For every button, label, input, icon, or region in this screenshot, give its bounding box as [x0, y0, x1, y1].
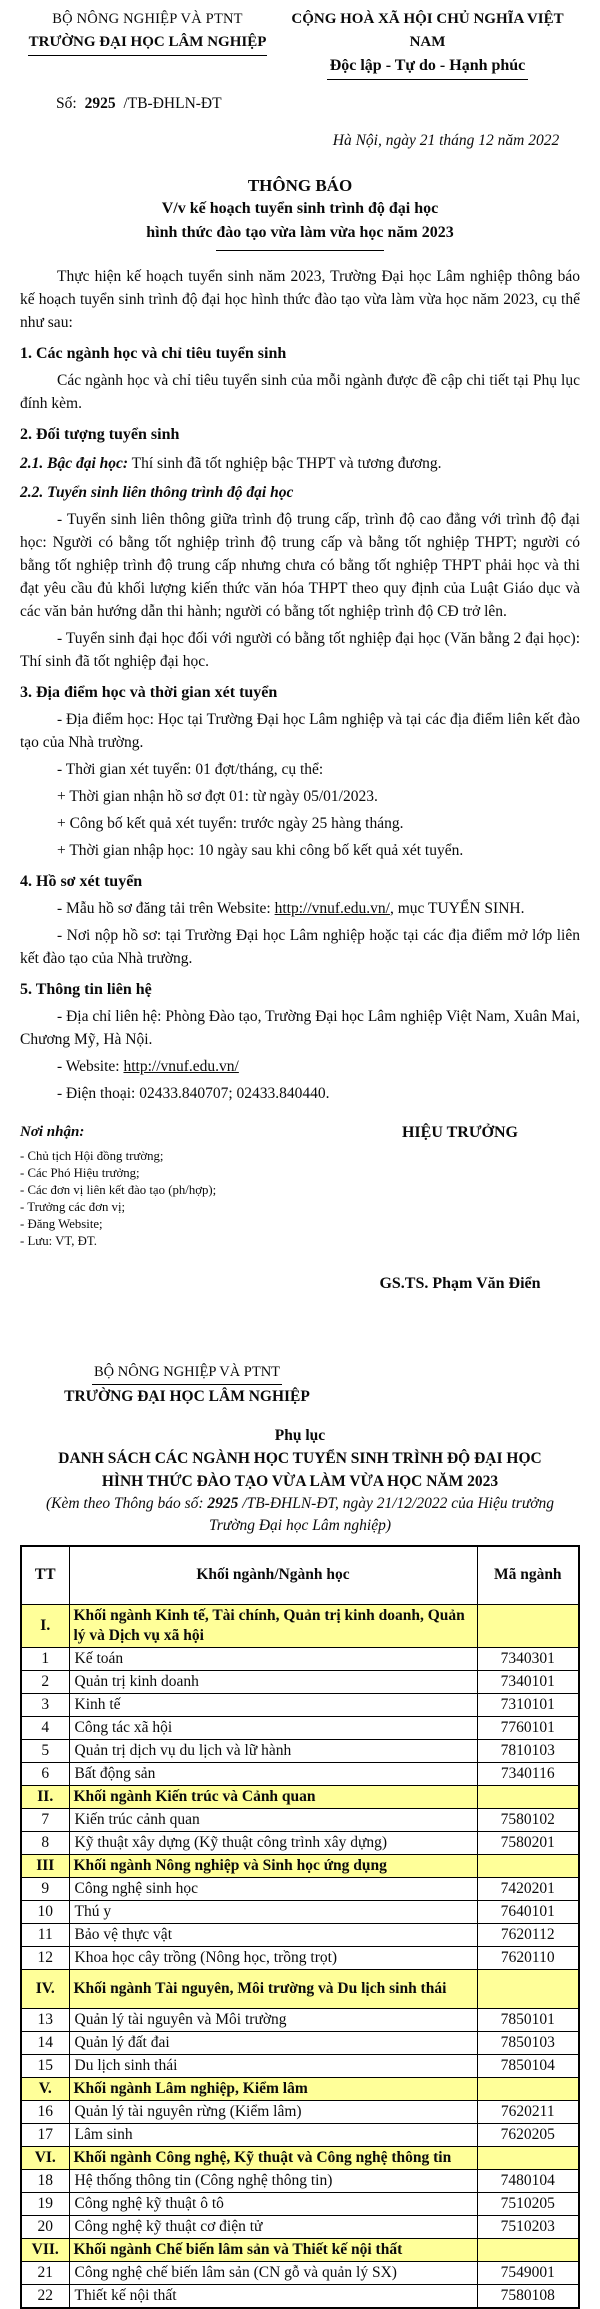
- appendix-subtitle: [20, 1493, 580, 1515]
- table-row: [21, 1808, 579, 1831]
- appendix-subtitle-number: 2925: [207, 1495, 239, 1512]
- cell-tt: 1: [21, 1647, 69, 1670]
- cell-code: 7620211: [477, 2100, 579, 2123]
- cell-name: Công nghệ kỹ thuật cơ điện tử: [69, 2215, 477, 2238]
- section-4-item-1: [20, 897, 580, 920]
- section-2-2-paragraph-1: - Tuyển sinh liên thông giữa trình độ trung cấp, trình độ cao đẳng với trình độ đại học: Người có bằng tốt nghiệp trình độ trung cấp và bằng tốt nghiệp THPT; người có bằng tốt nghiệp trình độ trung cấp nhưng chưa có bằng tốt nghiệp THPT phải học và thi đạt yêu cầu đủ khối lượng kiến thức văn hóa THPT theo quy định của Luật Giáo dục và các văn bản hướng dẫn thi hành; người có bằng tốt nghiệp trình độ CĐ trở lên.: [20, 511, 580, 620]
- table-row: [21, 2215, 579, 2238]
- cell-code: [477, 1785, 579, 1808]
- cell-tt: 17: [21, 2123, 69, 2146]
- cell-code: [477, 2077, 579, 2100]
- column-header-code: Mã ngành: [477, 1546, 579, 1604]
- cell-tt: 14: [21, 2031, 69, 2054]
- recipient-item: - Lưu: VT, ĐT.: [20, 1234, 97, 1248]
- cell-name: Kỹ thuật xây dựng (Kỹ thuật công trình xây dựng): [69, 1831, 477, 1854]
- section-3-item-4: + Công bố kết quả xét tuyển: trước ngày 25 hàng tháng.: [57, 815, 404, 832]
- cell-name: Thú y: [69, 1900, 477, 1923]
- signer-name: GS.TS. Phạm Văn Điển: [379, 1275, 541, 1292]
- section-5-heading: 5. Thông tin liên hệ: [20, 981, 152, 998]
- cell-name: Thiết kế nội thất: [69, 2284, 477, 2308]
- section-2-2-paragraph-2: - Tuyển sinh đại học đối với người có bằng tốt nghiệp đại học (Văn bằng 2 đại học): Thí sinh đã tốt nghiệp đại học.: [20, 630, 580, 670]
- cell-code: 7580102: [477, 1808, 579, 1831]
- table-row: [21, 1946, 579, 1969]
- cell-code: 7850101: [477, 2008, 579, 2031]
- cell-tt: 15: [21, 2054, 69, 2077]
- cell-tt: 11: [21, 1923, 69, 1946]
- section-5-item-2: [20, 1055, 580, 1078]
- cell-name: Khối ngành Chế biến lâm sản và Thiết kế nội thất: [69, 2238, 477, 2261]
- recipient-item: - Các đơn vị liên kết đào tạo (ph/hợp);: [20, 1183, 217, 1197]
- column-header-major: Khối ngành/Ngành học: [69, 1546, 477, 1604]
- table-row: [21, 1877, 579, 1900]
- table-row: [21, 1716, 579, 1739]
- recipients-block: [20, 1121, 340, 1295]
- recipients-label: Nơi nhận:: [20, 1124, 85, 1140]
- appendix-subtitle-post: /TB-ĐHLN-ĐT, ngày 21/12/2022 của Hiệu trưởng: [238, 1495, 555, 1512]
- cell-name: Bảo vệ thực vật: [69, 1923, 477, 1946]
- cell-code: 7580201: [477, 1831, 579, 1854]
- table-section-row: [21, 2146, 579, 2169]
- cell-tt: 8: [21, 1831, 69, 1854]
- section-3-item-2: - Thời gian xét tuyển: 01 đợt/tháng, cụ thể:: [57, 761, 324, 778]
- cell-name: Lâm sinh: [69, 2123, 477, 2146]
- cell-tt: IV.: [21, 1969, 69, 2008]
- doc-number-suffix: /TB-ĐHLN-ĐT: [123, 95, 222, 112]
- cell-tt: 7: [21, 1808, 69, 1831]
- table-row: [21, 2100, 579, 2123]
- cell-name: Khối ngành Công nghệ, Kỹ thuật và Công nghệ thông tin: [69, 2146, 477, 2169]
- table-row: [21, 1693, 579, 1716]
- cell-tt: 10: [21, 1900, 69, 1923]
- cell-name: Quản lý tài nguyên và Môi trường: [69, 2008, 477, 2031]
- section-3-heading: 3. Địa điểm học và thời gian xét tuyển: [20, 684, 278, 701]
- cell-code: [477, 1854, 579, 1877]
- cell-tt: 18: [21, 2169, 69, 2192]
- cell-name: Bất động sản: [69, 1762, 477, 1785]
- table-section-row: [21, 2077, 579, 2100]
- table-section-row: [21, 1969, 579, 2008]
- section-4-item-1-text: - Mẫu hồ sơ đăng tải trên Website:: [57, 900, 275, 917]
- cell-name: Công nghệ kỹ thuật ô tô: [69, 2192, 477, 2215]
- cell-name: Khối ngành Kiến trúc và Cảnh quan: [69, 1785, 477, 1808]
- table-header-row: [21, 1546, 579, 1604]
- doc-number-value: 2925: [84, 95, 116, 112]
- table-row: [21, 2169, 579, 2192]
- cell-tt: 12: [21, 1946, 69, 1969]
- cell-tt: 6: [21, 1762, 69, 1785]
- section-3-item-3: + Thời gian nhận hồ sơ đợt 01: từ ngày 05/01/2023.: [57, 788, 378, 805]
- table-section-row: [21, 2238, 579, 2261]
- section-1-heading: 1. Các ngành học và chỉ tiêu tuyển sinh: [20, 345, 287, 362]
- cell-name: Khoa học cây trồng (Nông học, trồng trọt): [69, 1946, 477, 1969]
- appendix-title-line-2: HÌNH THỨC ĐÀO TẠO VỪA LÀM VỪA HỌC NĂM 2023: [101, 1473, 499, 1490]
- date-place-line: Hà Nội, ngày 21 tháng 12 năm 2022: [332, 132, 560, 149]
- table-row: [21, 1670, 579, 1693]
- section-2-1-label: 2.1. Bậc đại học:: [20, 455, 129, 472]
- majors-table: [20, 1545, 580, 2309]
- cell-name: Quản trị kinh doanh: [69, 1670, 477, 1693]
- section-2-1-text: Thí sinh đã tốt nghiệp bậc THPT và tương đương.: [128, 455, 442, 472]
- cell-tt: 2: [21, 1670, 69, 1693]
- issuing-org-block: [20, 8, 275, 80]
- national-title: CỘNG HOÀ XÃ HỘI CHỦ NGHĨA VIỆT NAM: [291, 11, 564, 50]
- section-1-paragraph: Các ngành học và chỉ tiêu tuyển sinh của mỗi ngành được đề cập chi tiết tại Phụ lục đính kèm.: [20, 372, 580, 412]
- cell-code: 7620205: [477, 2123, 579, 2146]
- cell-tt: 19: [21, 2192, 69, 2215]
- cell-code: 7580108: [477, 2284, 579, 2308]
- cell-tt: 16: [21, 2100, 69, 2123]
- cell-name: Công nghệ chế biến lâm sản (CN gỗ và quản lý SX): [69, 2261, 477, 2284]
- appendix-label: Phụ lục: [274, 1427, 326, 1444]
- table-row: [21, 1647, 579, 1670]
- table-row: [21, 2031, 579, 2054]
- section-2-heading: 2. Đối tượng tuyển sinh: [20, 426, 180, 443]
- appendix-subtitle-pre: (Kèm theo Thông báo số:: [45, 1495, 208, 1512]
- cell-tt: 3: [21, 1693, 69, 1716]
- cell-name: Quản lý tài nguyên rừng (Kiểm lâm): [69, 2100, 477, 2123]
- table-row: [21, 2008, 579, 2031]
- cell-code: 7340101: [477, 1670, 579, 1693]
- cell-tt: 22: [21, 2284, 69, 2308]
- cell-name: Khối ngành Lâm nghiệp, Kiểm lâm: [69, 2077, 477, 2100]
- title-divider: [216, 250, 384, 251]
- cell-tt: 9: [21, 1877, 69, 1900]
- table-row: [21, 2192, 579, 2215]
- cell-name: Quản lý đất đai: [69, 2031, 477, 2054]
- signature-space: [340, 1144, 580, 1272]
- document-title: THÔNG BÁO: [247, 176, 353, 195]
- national-motto: Độc lập - Tự do - Hạnh phúc: [327, 54, 529, 80]
- table-section-row: [21, 1854, 579, 1877]
- website-link-2[interactable]: http://vnuf.edu.vn/: [123, 1058, 239, 1075]
- recipient-item: - Các Phó Hiệu trưởng;: [20, 1166, 140, 1180]
- table-row: [21, 2284, 579, 2308]
- table-row: [21, 1762, 579, 1785]
- cell-code: 7620110: [477, 1946, 579, 1969]
- cell-code: 7420201: [477, 1877, 579, 1900]
- cell-name: Quản trị dịch vụ du lịch và lữ hành: [69, 1739, 477, 1762]
- cell-name: Kinh tế: [69, 1693, 477, 1716]
- appendix-subtitle-line-2: Trường Đại học Lâm nghiệp): [208, 1517, 392, 1534]
- cell-tt: 20: [21, 2215, 69, 2238]
- ministry-name: BỘ NÔNG NGHIỆP VÀ PTNT: [52, 11, 243, 27]
- section-5-item-1: - Địa chỉ liên hệ: Phòng Đào tạo, Trường Đại học Lâm nghiệp Việt Nam, Xuân Mai, Chương Mỹ, Hà Nội.: [20, 1008, 580, 1048]
- appendix: [20, 1361, 580, 2309]
- table-row: [21, 2123, 579, 2146]
- cell-code: 7850104: [477, 2054, 579, 2077]
- cell-tt: II.: [21, 1785, 69, 1808]
- table-row: [21, 1739, 579, 1762]
- recipient-item: - Trưởng các đơn vị;: [20, 1200, 126, 1214]
- appendix-org-block: [42, 1361, 332, 1408]
- cell-tt: I.: [21, 1604, 69, 1647]
- section-3-item-1: - Địa điểm học: Học tại Trường Đại học Lâm nghiệp và tại các địa điểm liên kết đào tạo của Nhà trường.: [20, 711, 580, 751]
- cell-name: Hệ thống thông tin (Công nghệ thông tin): [69, 2169, 477, 2192]
- document-header: [20, 8, 580, 80]
- doc-number-prefix: Số:: [56, 95, 77, 112]
- table-row: [21, 1900, 579, 1923]
- notice-body: [20, 265, 580, 1105]
- cell-code: 7850103: [477, 2031, 579, 2054]
- cell-code: 7340116: [477, 1762, 579, 1785]
- cell-name: Khối ngành Nông nghiệp và Sinh học ứng dụng: [69, 1854, 477, 1877]
- cell-name: Kế toán: [69, 1647, 477, 1670]
- appendix-ministry-name: BỘ NÔNG NGHIỆP VÀ PTNT: [92, 1361, 282, 1385]
- cell-code: 7620112: [477, 1923, 579, 1946]
- cell-code: 7510203: [477, 2215, 579, 2238]
- cell-code: 7549001: [477, 2261, 579, 2284]
- cell-code: 7640101: [477, 1900, 579, 1923]
- appendix-title-line-1: DANH SÁCH CÁC NGÀNH HỌC TUYỂN SINH TRÌNH ĐỘ ĐẠI HỌC: [58, 1450, 542, 1467]
- document-subtitle-2: hình thức đào tạo vừa làm vừa học năm 2023: [146, 224, 454, 241]
- cell-code: [477, 1969, 579, 2008]
- section-4-item-1-tail: , mục TUYỂN SINH.: [389, 900, 525, 917]
- cell-tt: 21: [21, 2261, 69, 2284]
- cell-name: Công nghệ sinh học: [69, 1877, 477, 1900]
- table-row: [21, 2261, 579, 2284]
- cell-code: 7480104: [477, 2169, 579, 2192]
- section-5-item-2-text: - Website:: [57, 1058, 124, 1075]
- signer-title: HIỆU TRƯỞNG: [401, 1124, 518, 1141]
- cell-code: 7340301: [477, 1647, 579, 1670]
- cell-tt: VII.: [21, 2238, 69, 2261]
- document-footer: [20, 1121, 580, 1295]
- signature-block: [340, 1121, 580, 1295]
- cell-tt: VI.: [21, 2146, 69, 2169]
- appendix-university-name: TRƯỜNG ĐẠI HỌC LÂM NGHIỆP: [64, 1388, 310, 1405]
- cell-name: Công tác xã hội: [69, 1716, 477, 1739]
- cell-code: [477, 2238, 579, 2261]
- recipient-item: - Chủ tịch Hội đồng trường;: [20, 1149, 164, 1163]
- intro-paragraph: Thực hiện kế hoạch tuyển sinh năm 2023, Trường Đại học Lâm nghiệp thông báo kế hoạch tuyển sinh trình độ đại học hình thức đào tạo vừa làm vừa học năm 2023, cụ thể như sau:: [20, 268, 580, 331]
- cell-tt: 13: [21, 2008, 69, 2031]
- section-2-2-heading: 2.2. Tuyển sinh liên thông trình độ đại học: [20, 484, 294, 501]
- cell-tt: 5: [21, 1739, 69, 1762]
- section-2-1: [20, 452, 580, 475]
- cell-tt: III: [21, 1854, 69, 1877]
- cell-name: Kiến trúc cảnh quan: [69, 1808, 477, 1831]
- table-section-row: [21, 1785, 579, 1808]
- cell-name: Khối ngành Tài nguyên, Môi trường và Du lịch sinh thái: [69, 1969, 477, 2008]
- university-name: TRƯỜNG ĐẠI HỌC LÂM NGHIỆP: [28, 31, 268, 56]
- national-header-block: [275, 8, 580, 80]
- table-row: [21, 1923, 579, 1946]
- cell-name: Du lịch sinh thái: [69, 2054, 477, 2077]
- cell-code: 7310101: [477, 1693, 579, 1716]
- cell-tt: V.: [21, 2077, 69, 2100]
- table-section-row: [21, 1604, 579, 1647]
- section-3-item-5: + Thời gian nhập học: 10 ngày sau khi công bố kết quả xét tuyển.: [57, 842, 464, 859]
- document-subtitle-1: V/v kế hoạch tuyển sinh trình độ đại học: [161, 200, 439, 217]
- column-header-tt: TT: [21, 1546, 69, 1604]
- document-number: [56, 92, 580, 115]
- appendix-title-block: [20, 1424, 580, 1537]
- recipients-list: [20, 1148, 340, 1250]
- website-link[interactable]: http://vnuf.edu.vn/: [274, 900, 390, 917]
- cell-code: [477, 2146, 579, 2169]
- cell-code: 7760101: [477, 1716, 579, 1739]
- recipient-item: - Đăng Website;: [20, 1217, 103, 1231]
- cell-code: 7510205: [477, 2192, 579, 2215]
- table-row: [21, 1831, 579, 1854]
- section-4-item-2: - Nơi nộp hồ sơ: tại Trường Đại học Lâm nghiệp hoặc tại các địa điểm mở lớp liên kết đào tạo của Nhà trường.: [20, 927, 580, 967]
- cell-code: [477, 1604, 579, 1647]
- table-row: [21, 2054, 579, 2077]
- section-4-heading: 4. Hồ sơ xét tuyển: [20, 873, 143, 890]
- cell-tt: 4: [21, 1716, 69, 1739]
- section-5-item-3: - Điện thoại: 02433.840707; 02433.840440.: [57, 1085, 330, 1102]
- title-block: [20, 174, 580, 251]
- cell-code: 7810103: [477, 1739, 579, 1762]
- cell-name: Khối ngành Kinh tế, Tài chính, Quản trị kinh doanh, Quản lý và Dịch vụ xã hội: [69, 1604, 477, 1647]
